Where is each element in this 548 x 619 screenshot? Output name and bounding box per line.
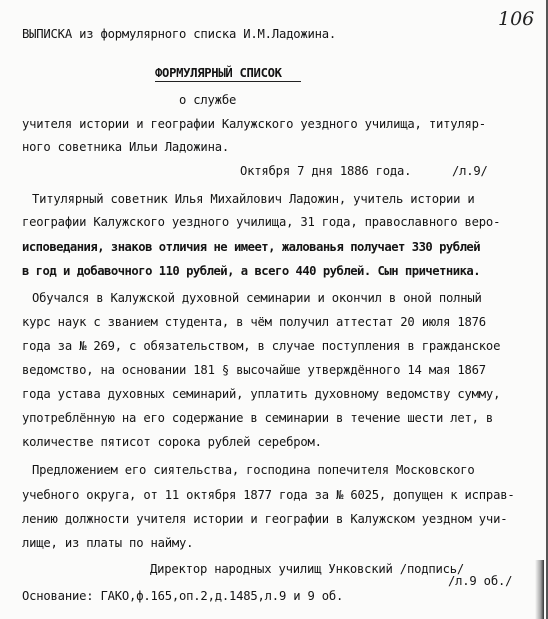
paragraph2-line-4: ведомство, на основании 181 § высочайше утверждённого 14 мая 1867 [22, 363, 486, 377]
paragraph1-line-3: исповедания, знаков отличия не имеет, жалованья получает 330 рублей [22, 240, 481, 254]
subject-line-1: учителя истории и географии Калужского уездного училища, титуляр- [22, 117, 486, 131]
header-line: ВЫПИСКА из формулярного списка И.М.Ладожина. [22, 27, 337, 41]
paragraph2-line-3: года за № 269, с обязательством, в случае поступления в гражданское [22, 339, 501, 353]
paragraph1-line-2: географии Калужского уездного училища, 31 года, православного веро- [22, 215, 501, 229]
sheet-reference-end: /л.9 об./ [448, 574, 513, 588]
paragraph2-line-7: количестве пятисот сорока рублей серебром. [22, 435, 322, 449]
paragraph3-line-2: учебного округа, от 11 октября 1877 года за № 6025, допущен к исправ- [22, 488, 515, 502]
source-line: Основание: ГАКО,ф.165,оп.2,д.1485,л.9 и 9 об. [22, 589, 344, 603]
paragraph2-line-6: употреблённую на его содержание в семинарии в течение шести лет, в [22, 411, 494, 425]
title-underline [155, 81, 301, 82]
paragraph3-line-4: лище, из платы по найму. [22, 536, 194, 550]
signature-line: Директор народных училищ Унковский /подпись/ [150, 562, 465, 576]
page-edge-shadow [535, 560, 544, 619]
subject-line-2: ного советника Ильи Ладожина. [22, 140, 229, 154]
paragraph1-line-4: в год и добавочного 110 рублей, а всего 440 рублей. Сын причетника. [22, 264, 481, 278]
document-title: ФОРМУЛЯРНЫЙ СПИСОК [155, 66, 282, 80]
paragraph2-line-2: курс наук с званием студента, в чём получил аттестат 20 июля 1876 [22, 315, 486, 329]
date-line: Октября 7 дня 1886 года. [240, 164, 412, 178]
paragraph2-line-5: года устава духовных семинарий, уплатить духовному ведомству сумму, [22, 387, 501, 401]
sheet-reference: /л.9/ [452, 164, 488, 178]
document-subtitle: о службе [179, 93, 237, 107]
page-number: 106 [498, 8, 535, 30]
paragraph3-line-3: лению должности учителя истории и географии в Калужском уездном учи- [22, 512, 508, 526]
paragraph2-line-1: Обучался в Калужской духовной семинарии и окончил в оной полный [32, 291, 482, 305]
paragraph1-line-1: Титулярный советник Илья Михайлович Ладожин, учитель истории и [32, 192, 475, 206]
paragraph3-line-1: Предложением его сиятельства, господина попечителя Московского [32, 463, 475, 477]
